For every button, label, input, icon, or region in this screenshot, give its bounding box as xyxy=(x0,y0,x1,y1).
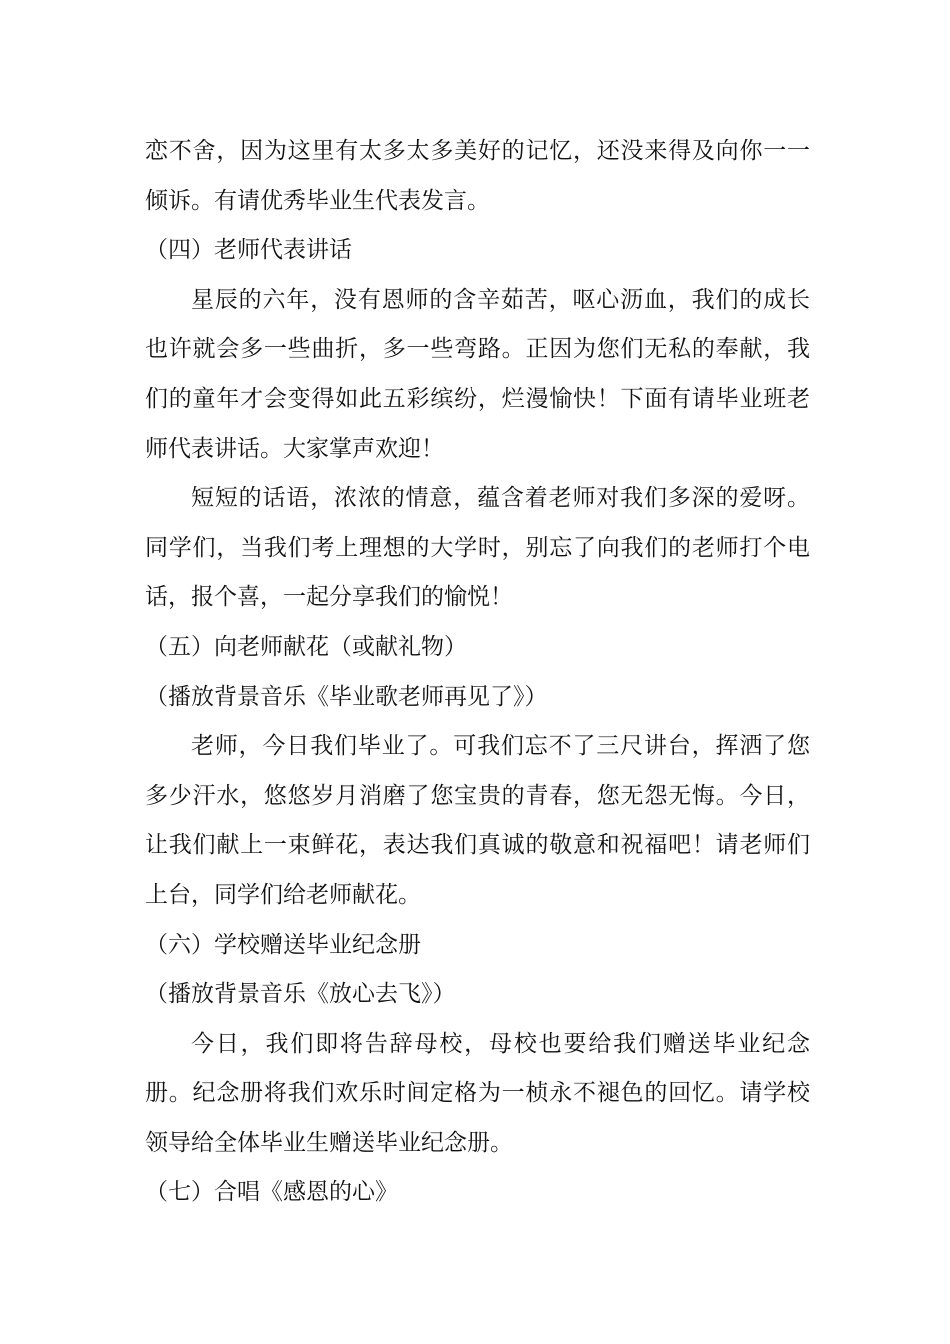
paragraph-flowers-for-teachers: 老师，今日我们毕业了。可我们忘不了三尺讲台，挥洒了您多少汗水，悠悠岁月消磨了您宝贵的青春，您无怨无悔。今日，让我们献上一束鲜花，表达我们真诚的敬意和祝福吧！请老师们上台，同学们给老师献花。 xyxy=(145,733,810,908)
section-heading-teacher-speech: （四）老师代表讲话 xyxy=(145,237,352,264)
section-heading-yearbook: （六）学校赠送毕业纪念册 xyxy=(145,931,421,958)
paragraph-teacher-love: 短短的话语，浓浓的情意，蕴含着老师对我们多深的爱呀。同学们，当我们考上理想的大学时，别忘了向我们的老师打个电话，报个喜，一起分享我们的愉悦！ xyxy=(145,485,810,611)
paragraph-yearbook-gift: 今日，我们即将告辞母校，母校也要给我们赠送毕业纪念册。纪念册将我们欢乐时间定格为一桢永不褪色的回忆。请学校领导给全体毕业生赠送毕业纪念册。 xyxy=(145,1030,810,1156)
section-heading-present-flowers: （五）向老师献花（或献礼物） xyxy=(145,633,467,660)
paragraph-continued-farewell: 恋不舍，因为这里有太多太多美好的记忆，还没来得及向你一一倾诉。有请优秀毕业生代表发言。 xyxy=(145,138,810,214)
paragraph-teacher-gratitude: 星辰的六年，没有恩师的含辛茹苦，呕心沥血，我们的成长也许就会多一些曲折，多一些弯路。正因为您们无私的奉献，我们的童年才会变得如此五彩缤纷，烂漫愉快！下面有请毕业班老师代表讲话。大家掌声欢迎！ xyxy=(145,286,810,462)
stage-note-music-fly: （播放背景音乐《放心去飞》） xyxy=(145,981,456,1008)
section-heading-chorus: （七）合唱《感恩的心》 xyxy=(145,1179,398,1206)
document-body xyxy=(145,127,810,1218)
stage-note-music-graduation-song: （播放背景音乐《毕业歌老师再见了》） xyxy=(145,683,548,710)
